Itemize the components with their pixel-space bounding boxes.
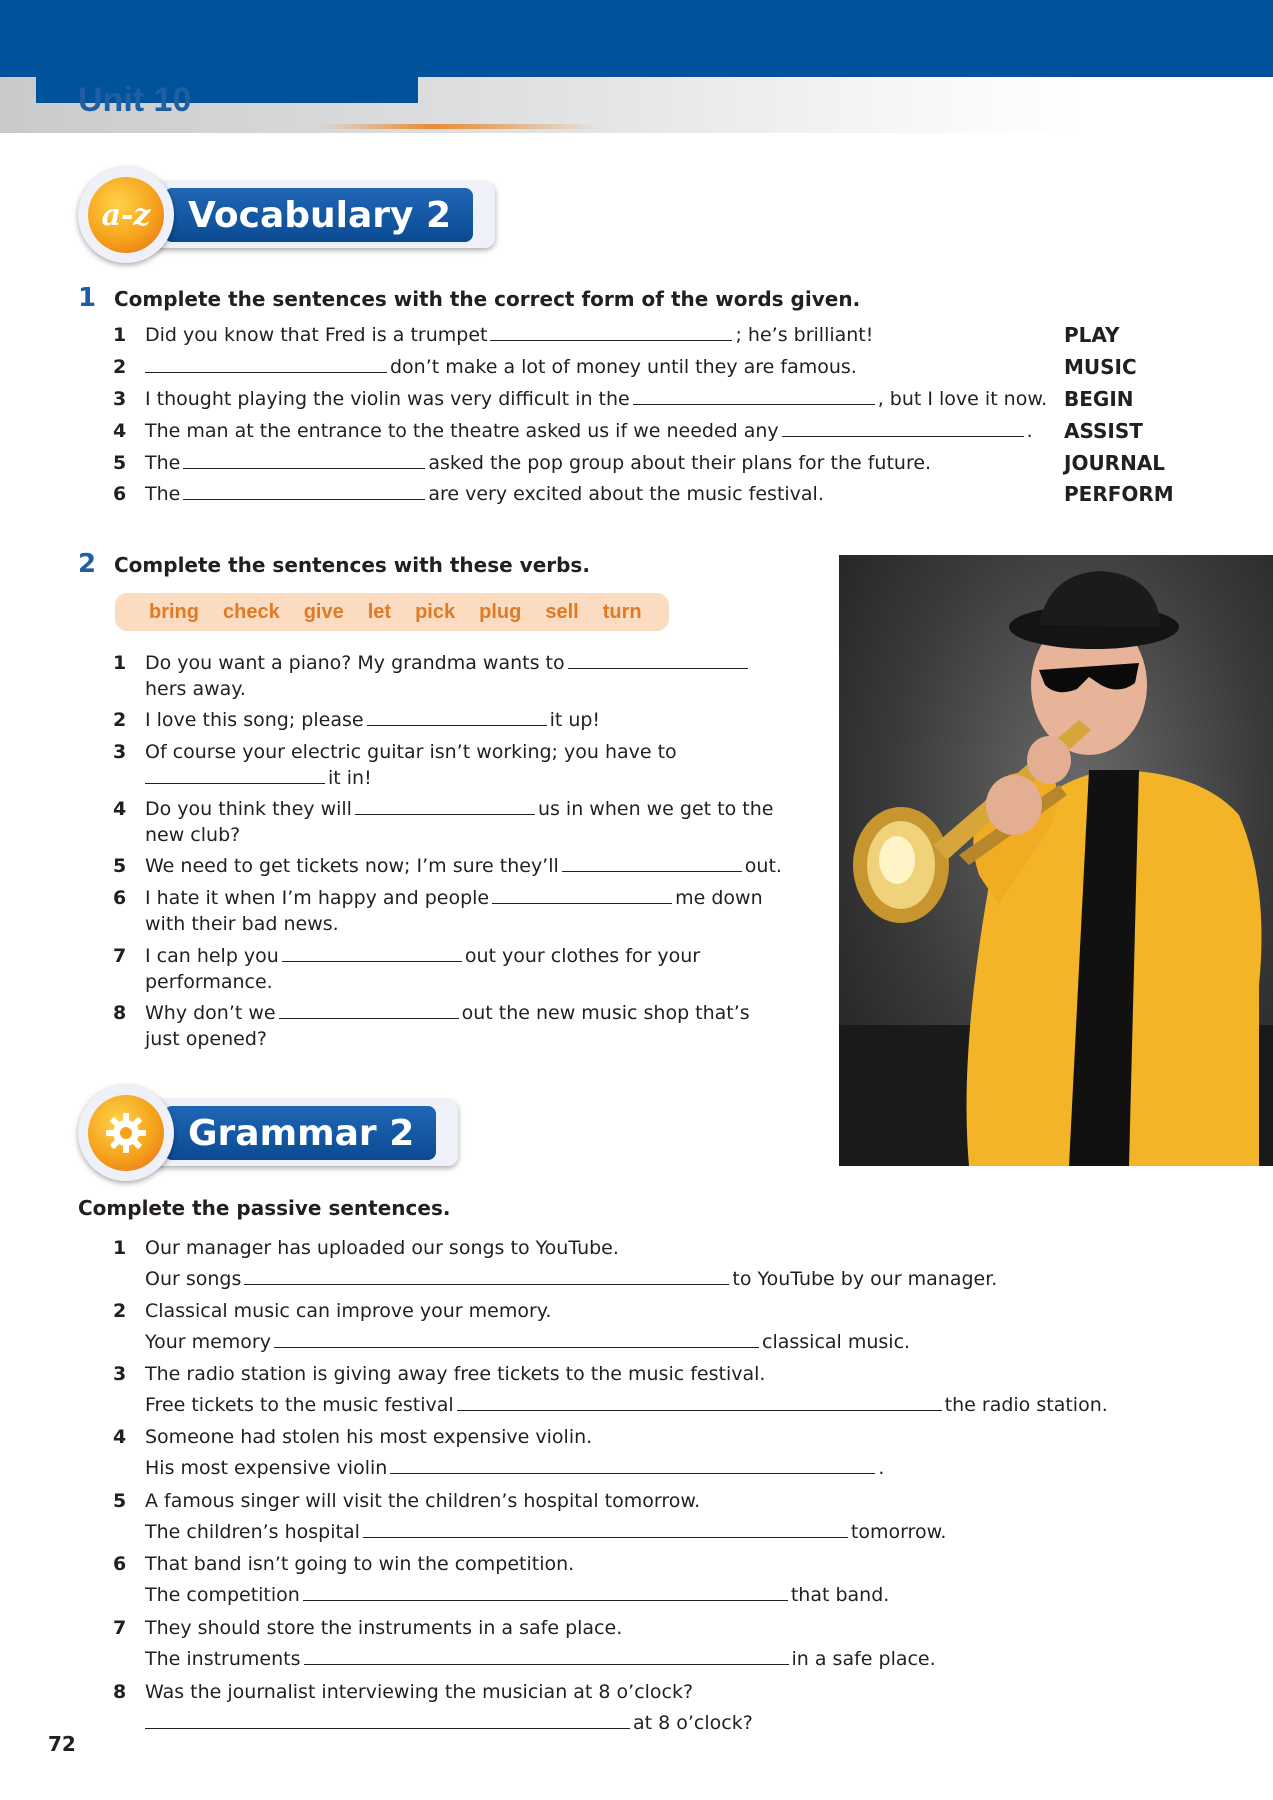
trumpet-player-photo [839,555,1273,1166]
exercise-2-instruction [78,549,590,579]
badge [78,167,174,263]
answer-blank[interactable] [244,1267,729,1285]
grammar-heading [78,1085,458,1181]
answer-blank[interactable] [183,482,425,500]
grammar-item: 7 They should store the instruments in a safe place. The instruments in a safe place. [113,1617,936,1670]
answer-blank[interactable] [457,1393,942,1411]
az-icon: a-z [88,177,164,253]
answer-blank[interactable] [492,886,672,904]
grammar-instruction: Complete the passive sentences. [78,1196,451,1220]
word-prompt: PERFORM [1064,482,1174,506]
ex2-item: 5 We need to get tickets now; I’m sure they’ll out. [113,855,782,877]
exercise-number: 2 [78,549,97,579]
answer-blank[interactable] [363,1520,848,1538]
vocabulary-heading [78,167,495,263]
ex2-item: 2 I love this song; please it up! [113,709,601,731]
page-number: 72 [48,1732,76,1756]
orange-accent [320,124,600,129]
grammar-item: 4 Someone had stolen his most expensive violin. His most expensive violin . [113,1426,885,1479]
answer-blank[interactable] [183,451,425,469]
ex1-item: 4 The man at the entrance to the theatre asked us if we needed any . [113,420,1033,442]
answer-blank[interactable] [145,766,325,784]
exercise-number: 1 [78,283,97,313]
answer-blank[interactable] [145,355,387,373]
word-prompt: ASSIST [1064,419,1143,443]
instruction-text: Complete the sentences with the correct form of the words given. [114,287,861,311]
verb-word: check [223,600,280,623]
grammar-item: 8 Was the journalist interviewing the musician at 8 o’clock? at 8 o’clock? [113,1681,753,1734]
answer-blank[interactable] [303,1583,788,1601]
ex1-item: 3 I thought playing the violin was very difficult in the , but I love it now. [113,388,1048,410]
answer-blank[interactable] [782,419,1024,437]
word-prompt: BEGIN [1064,387,1134,411]
ex2-item: 1 Do you want a piano? My grandma wants to hers away. [113,650,793,702]
instruction-text: Complete the sentences with these verbs. [114,553,590,577]
ex2-item: 4 Do you think they will us in when we get to the new club? [113,798,774,846]
ex1-item: 1 Did you know that Fred is a trumpet ; he’s brilliant! [113,324,874,346]
ex2-item: 8 Why don’t we out the new music shop that’s just opened? [113,1002,750,1050]
verb-box [115,593,669,631]
gear-icon [88,1095,164,1171]
grammar-item: 6 That band isn’t going to win the competition. The competition that band. [113,1553,890,1606]
grammar-item: 3 The radio station is giving away free tickets to the music festival. Free tickets to the music festival the radio station. [113,1363,1108,1416]
answer-blank[interactable] [568,651,748,669]
answer-blank[interactable] [562,854,742,872]
verb-word: sell [545,600,579,623]
section-title: Grammar 2 [164,1106,436,1160]
verb-word: give [303,600,344,623]
grammar-item: 2 Classical music can improve your memory. Your memory classical music. [113,1300,911,1353]
answer-blank[interactable] [355,797,535,815]
answer-blank[interactable] [367,708,547,726]
word-prompt: MUSIC [1064,355,1137,379]
section-title: Vocabulary 2 [164,188,473,242]
unit-label: Unit 10 [78,81,192,119]
answer-blank[interactable] [304,1647,789,1665]
answer-blank[interactable] [490,323,732,341]
badge [78,1085,174,1181]
answer-blank[interactable] [279,1001,459,1019]
ex1-item: 6 The are very excited about the music festival. [113,483,824,505]
answer-blank[interactable] [633,387,875,405]
answer-blank[interactable] [282,944,462,962]
ex2-item: 7 I can help you out your clothes for your performance. [113,945,701,993]
ex2-item: 6 I hate it when I’m happy and people me down with their bad news. [113,887,763,935]
answer-blank[interactable] [145,1711,630,1729]
answer-blank[interactable] [274,1330,759,1348]
exercise-1-instruction [78,283,860,313]
verb-word: turn [602,600,642,623]
verb-word: pick [415,600,456,623]
grammar-item: 1 Our manager has uploaded our songs to YouTube. Our songs to YouTube by our manager. [113,1237,998,1290]
verb-word: plug [479,600,522,623]
header-bar [0,0,1273,77]
heading-pill [144,182,495,248]
verb-word: let [367,600,392,623]
ex1-item: 5 The asked the pop group about their plans for the future. [113,452,932,474]
verb-word: bring [149,600,199,623]
grammar-item: 5 A famous singer will visit the children’s hospital tomorrow. The children’s hospital tomorrow. [113,1490,947,1543]
word-prompt: JOURNAL [1064,451,1166,475]
answer-blank[interactable] [390,1456,875,1474]
heading-pill [144,1100,458,1166]
word-prompt: PLAY [1064,323,1120,347]
ex2-item: 3 Of course your electric guitar isn’t working; you have to it in! [113,741,677,789]
ex1-item: 2 don’t make a lot of money until they are famous. [113,356,857,378]
